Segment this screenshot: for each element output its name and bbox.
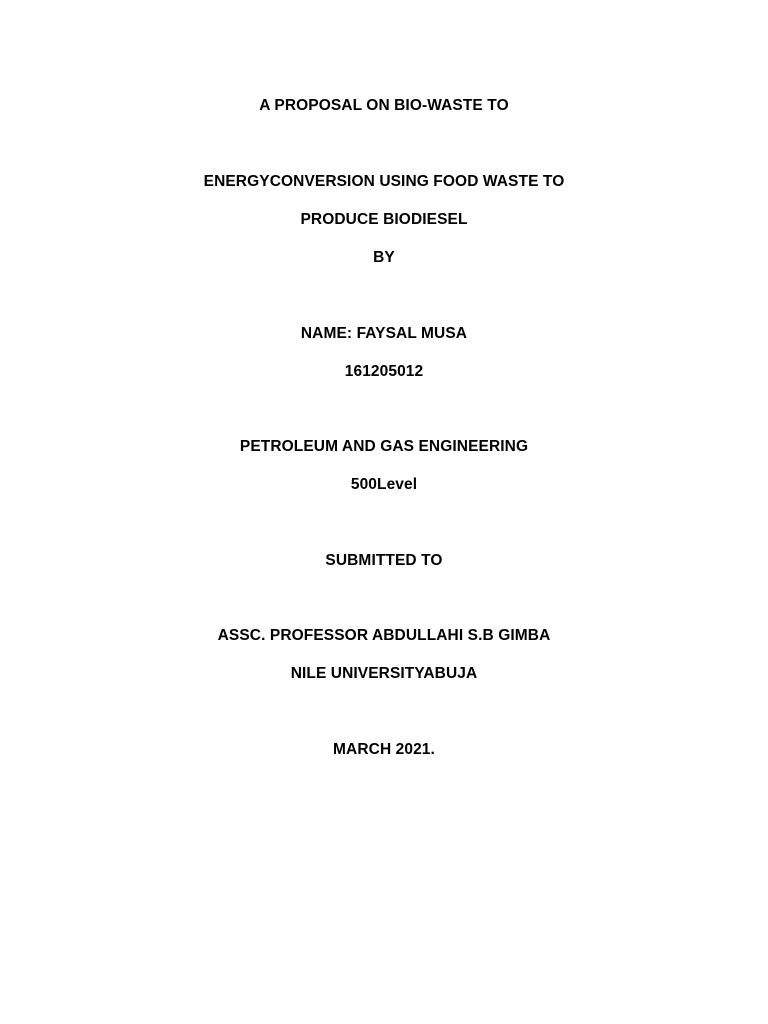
supervisor: ASSC. PROFESSOR ABDULLAHI S.B GIMBA: [217, 627, 551, 644]
by-label: BY: [373, 249, 395, 266]
submitted-to-label: SUBMITTED TO: [325, 552, 443, 569]
title-line-3: PRODUCE BIODIESEL: [300, 211, 468, 228]
level: 500Level: [350, 476, 418, 493]
student-id: 161205012: [344, 363, 424, 380]
author-name: NAME: FAYSAL MUSA: [300, 325, 468, 342]
date: MARCH 2021.: [333, 741, 435, 758]
title-line-2: ENERGYCONVERSION USING FOOD WASTE TO: [203, 173, 565, 190]
institution: NILE UNIVERSITYABUJA: [290, 665, 478, 682]
department: PETROLEUM AND GAS ENGINEERING: [239, 438, 529, 455]
title-line-1: A PROPOSAL ON BIO-WASTE TO: [259, 97, 509, 114]
